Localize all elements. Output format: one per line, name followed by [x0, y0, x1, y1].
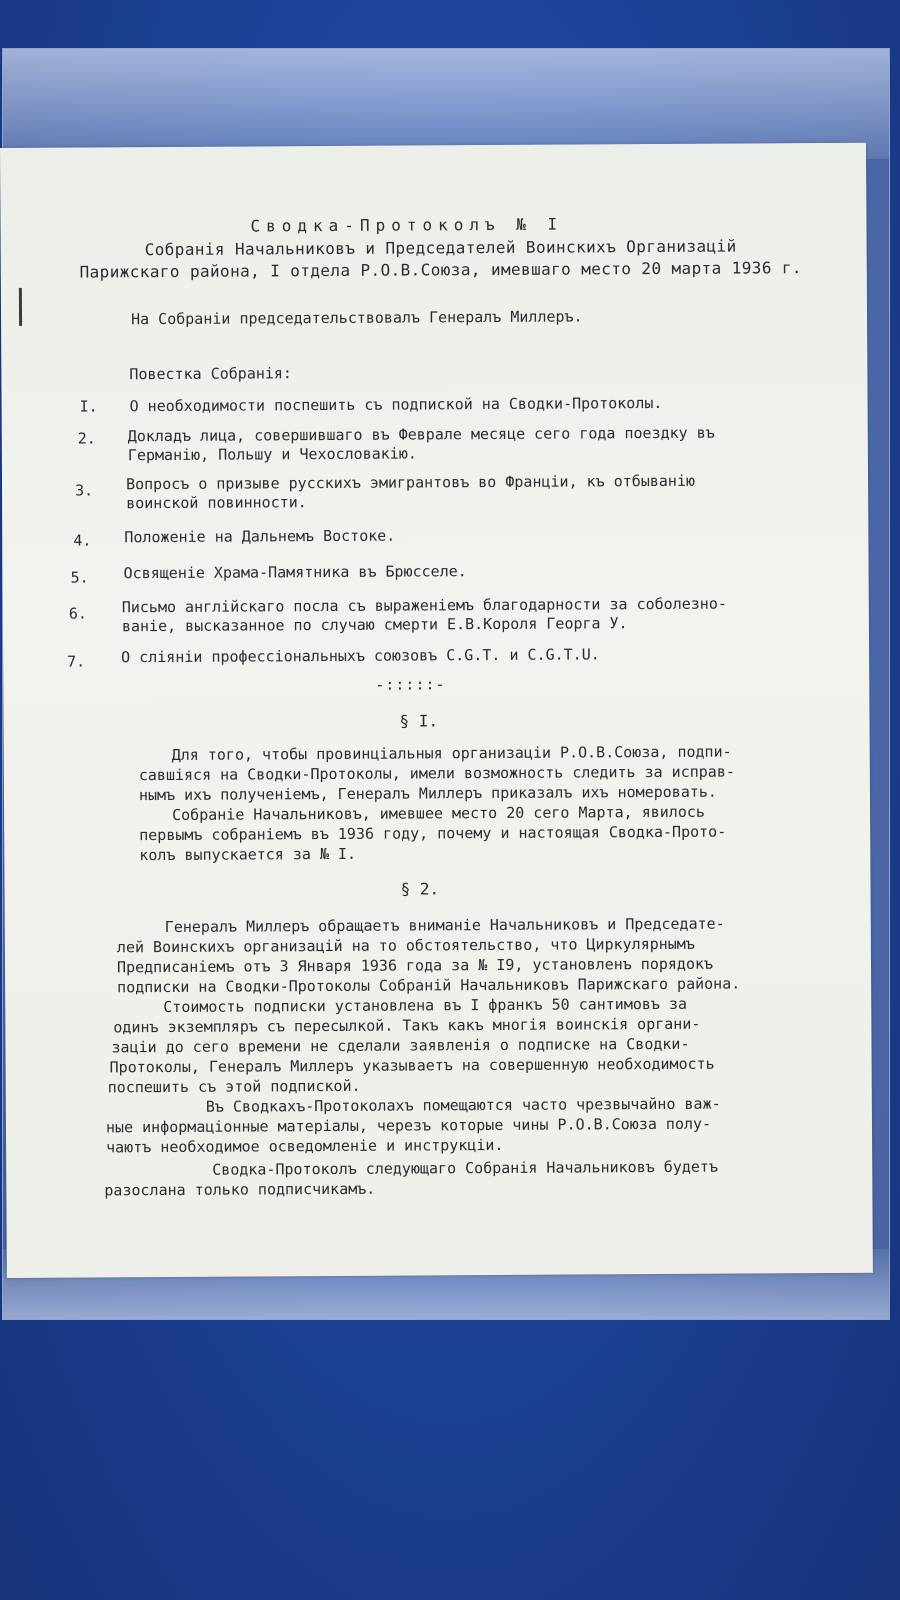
paragraph-line: Собраніе Начальниковъ, имевшее место 20 сего Марта, явилось — [172, 802, 705, 824]
agenda-item-text: О сліяніи профессіональныхъ союзовъ C.G.T. и C.G.T.U. — [121, 645, 600, 667]
paragraph-line: чаютъ необходимое осведомленіе и инструкціи. — [106, 1135, 504, 1157]
paragraph-line: первымъ собраніемъ въ 1936 году, почему и настоящая Сводка-Прото- — [139, 822, 727, 845]
agenda-item-text: Германію, Польшу и Чехословакію. — [127, 444, 417, 465]
agenda-item-number: 2. — [77, 429, 96, 448]
paragraph-line: одинъ экземпляръ съ пересылкой. Такъ какъ многія воинскія органи- — [113, 1014, 701, 1037]
paragraph-line: подписки на Сводки-Протоколы Собраній Начальниковъ Парижскаго района. — [117, 974, 741, 997]
agenda-item-text: Положеніе на Дальнемъ Востоке. — [124, 526, 396, 547]
agenda-item-number: 4. — [73, 531, 92, 550]
paragraph-line: заціи до сего времени не сделали заявленія о подписке на Сводки- — [111, 1034, 690, 1057]
paragraph-line: Для того, чтобы провинціальныя организаціи Р.О.В.Союза, подпи- — [171, 742, 732, 764]
agenda-item-number: 6. — [68, 604, 87, 623]
section-heading: § 2. — [400, 879, 440, 899]
paragraph-line: Въ Сводкахъ-Протоколахъ помещаются часто чрезвычайно важ- — [205, 1094, 721, 1116]
paragraph-line: разослана только подписчикамъ. — [104, 1179, 376, 1200]
paragraph-line: колъ выпускается за № I. — [139, 844, 357, 865]
paragraph-line: Сводка-Протоколъ следующаго Собранія Начальниковъ будетъ — [212, 1157, 719, 1179]
agenda-heading: Повестка Собранія: — [129, 364, 292, 384]
typed-document — [0, 143, 873, 1278]
paragraph-line: лей Воинскихъ организацій на то обстоятельство, что Циркулярнымъ — [116, 934, 695, 957]
agenda-item-number: 5. — [70, 568, 89, 587]
document-subtitle — [61, 235, 821, 284]
paragraph-line: ные информаціонные матеріалы, черезъ которые чины Р.О.В.Союза полу- — [105, 1114, 712, 1137]
agenda-item-number: 7. — [67, 652, 86, 671]
agenda-item-text: воинской повинности. — [126, 493, 307, 513]
paragraph-line: поспешить съ этой подпиской. — [107, 1076, 361, 1097]
subtitle-line: Парижскаго района, I отдела Р.О.В.Союза, имевшаго место 20 марта 1936 г. — [79, 258, 802, 282]
chair-line: На Собраніи председательствовалъ Генералъ Миллеръ. — [130, 307, 583, 329]
document-title: Сводка-Протоколъ № I — [250, 214, 564, 236]
agenda-item-text: ваніе, высказанное по случаю смерти Е.В.Короля Георга У. — [121, 614, 628, 636]
paragraph-line: Генералъ Миллеръ обращаетъ вниманіе Начальниковъ и Председате- — [164, 914, 725, 937]
margin-mark — [19, 288, 22, 326]
agenda-item-text: Освященіе Храма-Памятника въ Брюсселе. — [123, 562, 467, 583]
subtitle-line: Собранія Начальниковъ и Председателей Воинскихъ Организацій — [144, 236, 737, 260]
agenda-item-text: Вопросъ о призыве русскихъ эмигрантовъ во Франціи, къ отбыванію — [126, 471, 696, 494]
section-heading: § I. — [399, 711, 439, 731]
agenda-item-text: О необходимости поспешить съ подпиской на Сводки-Протоколы. — [129, 393, 663, 416]
agenda-item-text: Письмо англійскаго посла съ выраженіемъ благодарности за соболезно- — [121, 594, 727, 617]
paragraph-line: нымъ ихъ полученіемъ, Генералъ Миллеръ приказалъ ихъ номеровать. — [138, 782, 717, 805]
agenda-item-text: Докладъ лица, совершившаго въ Феврале месяце сего года поездку въ — [127, 423, 715, 446]
paragraph-line: Стоимость подписки установлена въ I франкъ 50 сантимовъ за — [163, 994, 688, 1017]
paragraph-line: Предписаніемъ отъ 3 Января 1936 года за № I9, установленъ порядокъ — [116, 954, 714, 977]
paragraph-line: савшіяся на Сводки-Протоколы, имели возможность следить за исправ- — [138, 762, 735, 785]
agenda-item-number: I. — [79, 397, 98, 416]
paragraph-line: Протоколы, Генералъ Миллеръ указываетъ на совершенную необходимость — [109, 1054, 715, 1077]
agenda-item-number: 3. — [75, 481, 94, 500]
separator: -:::::- — [375, 675, 446, 694]
